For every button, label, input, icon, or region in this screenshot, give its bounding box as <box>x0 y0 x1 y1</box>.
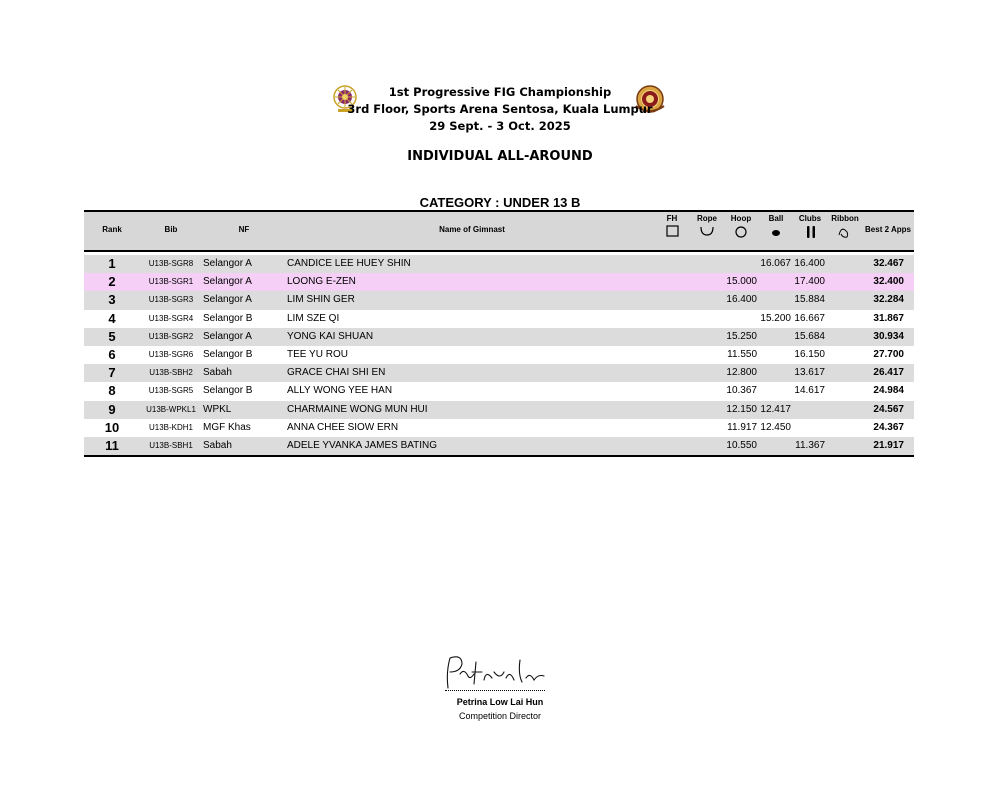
col-hoop: Hoop <box>730 214 752 223</box>
rank: 10 <box>104 419 120 435</box>
hoop-score: 12.150 <box>726 403 757 415</box>
championship-title: 1st Progressive FIG Championship <box>388 85 612 99</box>
ribbon-icon <box>837 225 851 239</box>
clubs-score: 16.150 <box>794 348 825 360</box>
col-rope: Rope <box>697 214 717 223</box>
gymnast-name: TEE YU ROU <box>287 348 348 360</box>
col-rank: Rank <box>102 225 122 234</box>
best-2-apps: 21.917 <box>873 439 904 451</box>
best-2-apps: 32.467 <box>873 258 904 269</box>
signature-line <box>445 690 545 691</box>
nf: Sabah <box>203 367 232 379</box>
table-row <box>84 346 914 364</box>
col-ball: Ball <box>768 214 784 223</box>
best-2-apps: 26.417 <box>873 367 904 379</box>
col-nf: NF <box>238 225 250 234</box>
clubs-score: 13.617 <box>794 367 825 379</box>
clubs-score: 14.617 <box>794 385 825 397</box>
gymnast-name: ADELE YVANKA JAMES BATING <box>287 439 438 451</box>
hoop-score: 10.367 <box>726 385 757 397</box>
rank: 7 <box>108 365 116 381</box>
best-2-apps: 31.867 <box>873 312 904 324</box>
gymnast-name: CANDICE LEE HUEY SHIN <box>287 258 411 269</box>
rank: 3 <box>108 292 116 308</box>
ball-score: 12.417 <box>760 403 791 415</box>
col-bib: Bib <box>164 225 178 234</box>
nf: Selangor A <box>203 258 252 269</box>
nf: MGF Khas <box>203 421 251 433</box>
results-table <box>84 210 914 457</box>
table-row <box>84 291 914 309</box>
clubs-score: 16.667 <box>794 312 825 324</box>
bib: U13B-SGR1 <box>148 277 194 287</box>
nf: WPKL <box>203 403 232 415</box>
hoop-score: 16.400 <box>726 294 757 306</box>
rank: 8 <box>108 383 116 399</box>
table-row <box>84 419 914 437</box>
free-hand-icon <box>666 225 679 237</box>
bib: U13B-SGR8 <box>148 259 194 268</box>
gymnast-name: ALLY WONG YEE HAN <box>287 385 393 397</box>
hoop-score: 15.250 <box>726 330 757 342</box>
best-2-apps: 32.400 <box>873 276 904 288</box>
best-2-apps: 24.567 <box>873 403 904 415</box>
table-header <box>84 210 914 252</box>
nf: Selangor A <box>203 276 252 288</box>
col-name: Name of Gimnast <box>439 225 505 234</box>
nf: Sabah <box>203 439 232 451</box>
clubs-icon <box>804 225 818 239</box>
best-2-apps: 32.284 <box>873 294 904 306</box>
best-2-apps: 27.700 <box>873 348 904 360</box>
nf: Selangor B <box>203 348 253 360</box>
table-row <box>84 255 914 273</box>
bib: U13B-SBH2 <box>149 368 193 378</box>
bib: U13B-WPKL1 <box>146 404 196 414</box>
table-row <box>84 382 914 400</box>
table-row <box>84 273 914 291</box>
gymnast-name: LIM SZE QI <box>287 312 340 324</box>
rank: 9 <box>108 401 116 417</box>
table-row <box>84 401 914 419</box>
best-2-apps: 30.934 <box>873 330 904 342</box>
hoop-score: 11.550 <box>727 348 757 360</box>
gymnast-name: LIM SHIN GER <box>287 294 355 306</box>
event-title: INDIVIDUAL ALL-AROUND <box>407 149 593 164</box>
nf: Selangor B <box>203 312 253 324</box>
ball-icon <box>770 228 782 238</box>
col-fh: FH <box>666 214 678 223</box>
table-row <box>84 364 914 382</box>
signatory-name: Petrina Low Lai Hun <box>456 697 544 707</box>
bib: U13B-SGR6 <box>148 349 194 359</box>
rank: 11 <box>105 437 119 453</box>
nf: Selangor A <box>203 294 252 306</box>
gymnast-name: CHARMAINE WONG MUN HUI <box>287 403 428 415</box>
table-row <box>84 328 914 346</box>
rank: 6 <box>108 346 116 362</box>
rank: 4 <box>108 310 116 326</box>
clubs-score: 15.684 <box>794 330 825 342</box>
rank: 1 <box>108 256 116 271</box>
clubs-score: 15.884 <box>794 294 825 306</box>
nf: Selangor B <box>203 385 253 397</box>
ball-score: 16.067 <box>760 258 791 269</box>
table-bottom-rule <box>84 455 914 457</box>
category-title: CATEGORY : UNDER 13 B <box>419 195 581 210</box>
col-best: Best 2 Apps <box>865 225 911 234</box>
venue-line: 3rd Floor, Sports Arena Sentosa, Kuala Lumpur <box>347 102 653 116</box>
col-ribbon: Ribbon <box>831 214 859 223</box>
bib: U13B-SGR2 <box>148 331 194 341</box>
gymnast-name: ANNA CHEE SIOW ERN <box>287 421 399 433</box>
bib: U13B-KDH1 <box>148 422 193 432</box>
bib: U13B-SGR3 <box>148 295 194 305</box>
bib: U13B-SGR5 <box>148 386 194 396</box>
clubs-score: 11.367 <box>795 439 825 451</box>
ball-score: 12.450 <box>760 421 791 433</box>
clubs-score: 17.400 <box>794 276 825 288</box>
ball-score: 15.200 <box>760 312 791 324</box>
table-row <box>84 310 914 328</box>
gymnast-name: LOONG E-ZEN <box>287 276 356 288</box>
date-line: 29 Sept. - 3 Oct. 2025 <box>429 119 571 133</box>
best-2-apps: 24.367 <box>873 421 904 433</box>
signatory-role: Competition Director <box>458 711 542 721</box>
hoop-score: 10.550 <box>726 439 757 451</box>
hoop-icon <box>734 226 748 238</box>
gymnast-name: GRACE CHAI SHI EN <box>287 367 386 379</box>
rope-icon <box>699 225 715 237</box>
handwritten-signature <box>440 652 555 694</box>
clubs-score: 16.400 <box>794 258 825 269</box>
table-row <box>84 437 914 455</box>
hoop-score: 15.000 <box>726 276 757 288</box>
rank: 2 <box>108 274 116 290</box>
gymnast-name: YONG KAI SHUAN <box>287 330 374 342</box>
bib: U13B-SBH1 <box>149 440 193 450</box>
hoop-score: 11.917 <box>727 421 757 433</box>
rank: 5 <box>108 328 116 344</box>
nf: Selangor A <box>203 330 252 342</box>
col-clubs: Clubs <box>798 214 822 223</box>
bib: U13B-SGR4 <box>148 313 194 323</box>
hoop-score: 12.800 <box>726 367 757 379</box>
best-2-apps: 24.984 <box>873 385 904 397</box>
